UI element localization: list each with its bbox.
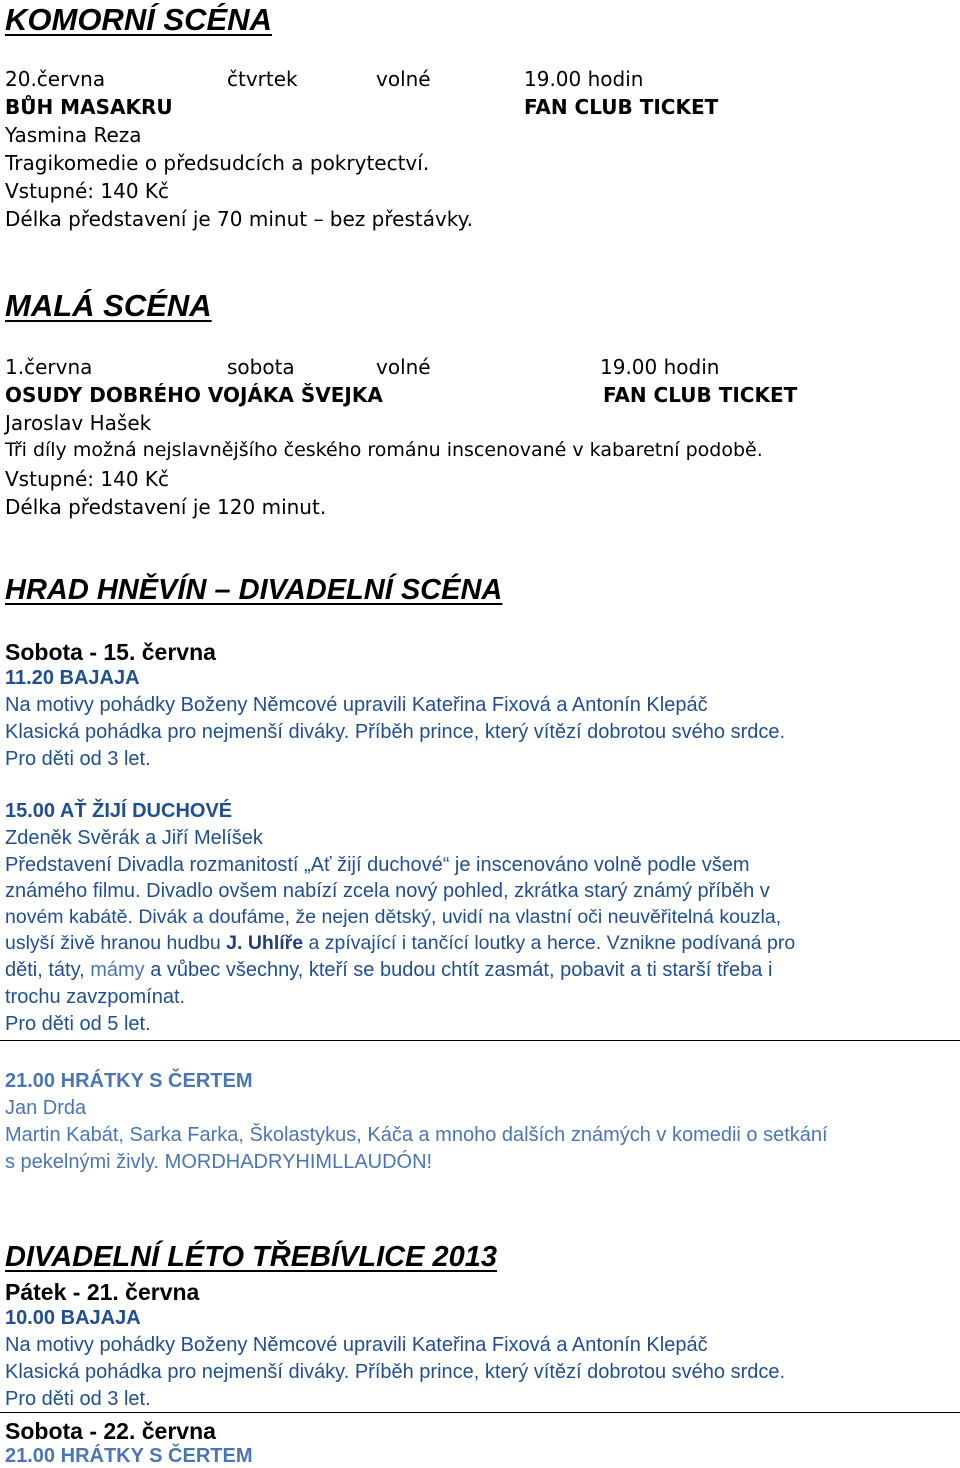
hrad-duchove-title: AŤ ŽIJÍ DUCHOVÉ: [59, 800, 233, 822]
komorni-status: volné: [376, 67, 431, 91]
mala-date: 1.června: [5, 355, 93, 379]
desc-4-part-a: uslyší živě hranou hudbu: [5, 932, 227, 954]
mala-time: 19.00 hodin: [600, 355, 720, 379]
hrad-certem-line2: s pekelnými živly. MORDHADRYHIMLLAUDÓN!: [5, 1151, 433, 1173]
hrad-duchove-desc-3: novém kabátě. Divák a doufáme, že nejen dětský, uvidí na vlastní oči neuvěřitelná kouzla,: [5, 906, 782, 928]
mala-author: Jaroslav Hašek: [5, 411, 152, 435]
leto-bajaja-time: 10.00: [5, 1307, 56, 1329]
komorni-ticket: FAN CLUB TICKET: [524, 95, 719, 119]
hrad-duchove-desc-4: [5, 932, 795, 955]
section-heading-hrad: HRAD HNĚVÍN – DIVADELNÍ SCÉNA: [5, 574, 503, 606]
hrad-bajaja-age: Pro děti od 3 let.: [5, 748, 151, 770]
leto-day1: Pátek - 21. června: [5, 1279, 200, 1305]
hrad-certem-author: Jan Drda: [5, 1097, 87, 1119]
leto-certem-title: HRÁTKY S ČERTEM: [60, 1445, 253, 1467]
hrad-certem-heading: [5, 1070, 253, 1093]
mala-description: Tři díly možná nejslavnějšího českého románu inscenované v kabaretní podobě.: [5, 439, 763, 461]
komorni-title: BŮH MASAKRU: [5, 95, 173, 119]
komorni-price: Vstupné: 140 Kč: [5, 179, 170, 203]
section-divider: [0, 1040, 960, 1041]
mala-status: volné: [376, 355, 431, 379]
hrad-certem-title: HRÁTKY S ČERTEM: [60, 1070, 253, 1092]
leto-bajaja-heading: [5, 1307, 141, 1330]
section-heading-mala: MALÁ SCÉNA: [5, 288, 212, 323]
leto-certem-time: 21.00: [5, 1445, 56, 1467]
leto-bajaja-age: Pro děti od 3 let.: [5, 1388, 151, 1410]
desc-5-mamy: mámy: [90, 959, 145, 981]
hrad-certem-line1: Martin Kabát, Sarka Farka, Školastykus, Káča a mnoho dalších známých v komedii o setkání: [5, 1124, 828, 1146]
komorni-description: Tragikomedie o předsudcích a pokrytectví.: [5, 151, 430, 175]
mala-price: Vstupné: 140 Kč: [5, 467, 170, 491]
mala-title: OSUDY DOBRÉHO VOJÁKA ŠVEJKA: [5, 383, 383, 407]
hrad-duchove-desc-6: trochu zavzpomínat.: [5, 986, 186, 1008]
desc-5-part-c: a vůbec všechny, kteří se budou chtít zasmát, pobavit a ti starší třeba i: [144, 959, 773, 981]
leto-day2: Sobota - 22. června: [5, 1418, 216, 1444]
hrad-duchove-desc-5: [5, 959, 772, 982]
hrad-bajaja-line2: Klasická pohádka pro nejmenší diváky. Příběh prince, který vítězí dobrotou svého srdce.: [5, 721, 786, 743]
hrad-bajaja-title: BAJAJA: [59, 667, 140, 689]
hrad-day: Sobota - 15. června: [5, 639, 216, 665]
komorni-author: Yasmina Reza: [5, 123, 142, 147]
hrad-duchove-heading: [5, 800, 232, 823]
hrad-bajaja-line1: Na motivy pohádky Boženy Němcové upravili Kateřina Fixová a Antonín Klepáč: [5, 694, 708, 716]
leto-bajaja-line1: Na motivy pohádky Boženy Němcové upravili Kateřina Fixová a Antonín Klepáč: [5, 1334, 708, 1356]
hrad-duchove-authors: Zdeněk Svěrák a Jiří Melíšek: [5, 827, 263, 849]
leto-certem-heading: [5, 1445, 253, 1468]
desc-5-part-a: děti, táty,: [5, 959, 91, 981]
hrad-duchove-age: Pro děti od 5 let.: [5, 1013, 151, 1035]
section-heading-komorni: KOMORNÍ SCÉNA: [5, 2, 272, 37]
komorni-date: 20.června: [5, 67, 106, 91]
leto-bajaja-line2: Klasická pohádka pro nejmenší diváky. Příběh prince, který vítězí dobrotou svého srdce.: [5, 1361, 786, 1383]
hrad-bajaja-time: 11.20: [5, 667, 54, 689]
mala-duration: Délka představení je 120 minut.: [5, 495, 327, 519]
desc-4-part-c: a zpívající i tančící loutky a herce.: [303, 932, 602, 954]
mala-ticket: FAN CLUB TICKET: [603, 383, 798, 407]
hrad-certem-time: 21.00: [5, 1070, 56, 1092]
komorni-time: 19.00 hodin: [524, 67, 644, 91]
komorni-weekday: čtvrtek: [227, 67, 298, 91]
hrad-duchove-time: 15.00: [5, 800, 56, 822]
hrad-duchove-desc-1: Představení Divadla rozmanitostí „Ať žijí duchové“ je inscenováno volně podle všem: [5, 854, 750, 876]
komorni-duration: Délka představení je 70 minut – bez přestávky.: [5, 207, 474, 231]
section-divider-2: [0, 1412, 960, 1413]
leto-bajaja-title: BAJAJA: [60, 1307, 141, 1329]
mala-weekday: sobota: [227, 355, 295, 379]
section-heading-leto: DIVADELNÍ LÉTO TŘEBÍVLICE 2013: [5, 1241, 498, 1273]
hrad-duchove-desc-2: známého filmu. Divadlo ovšem nabízí zcela nový pohled, zkrátka starý známý příběh v: [5, 880, 770, 902]
hrad-bajaja-heading: [5, 667, 140, 690]
desc-4-part-d: Vznikne podívaná pro: [601, 932, 796, 954]
desc-4-composer: J. Uhlíře: [226, 932, 304, 954]
